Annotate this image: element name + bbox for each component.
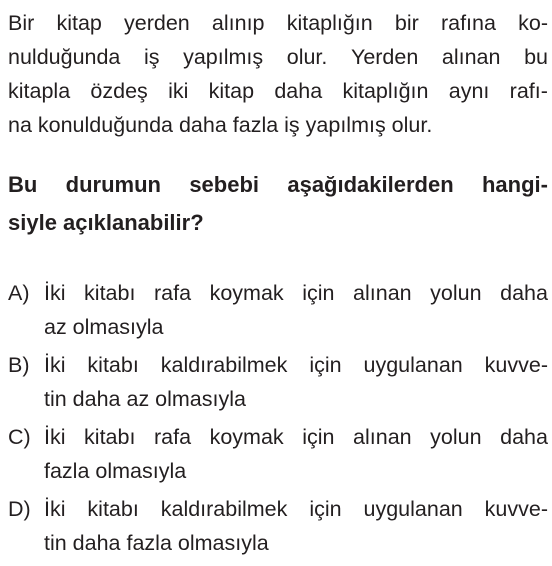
option-line: İki kitabı kaldırabilmek için uygulanan kuvve-	[44, 353, 548, 377]
option-text	[44, 348, 548, 416]
option-d[interactable]	[8, 492, 548, 564]
option-letter: C)	[8, 425, 31, 449]
passage-line: Bir kitap yerden alınıp kitaplığın bir rafına ko-	[8, 11, 548, 35]
question-passage	[8, 6, 548, 142]
option-text	[44, 492, 548, 560]
passage-line: nulduğunda iş yapılmış olur. Yerden alınan bu	[8, 45, 548, 69]
option-b[interactable]	[8, 348, 548, 420]
option-a[interactable]	[8, 276, 548, 348]
option-line: tin daha fazla olmasıyla	[44, 531, 269, 555]
option-line: İki kitabı kaldırabilmek için uygulanan kuvve-	[44, 497, 548, 521]
option-line: tin daha az olmasıyla	[44, 387, 246, 411]
option-line: İki kitabı rafa koymak için alınan yolun daha	[44, 425, 548, 449]
option-letter: A)	[8, 281, 30, 305]
option-line: İki kitabı rafa koymak için alınan yolun daha	[44, 281, 548, 305]
option-letter: B)	[8, 353, 30, 377]
option-line: az olmasıyla	[44, 315, 164, 339]
option-letter: D)	[8, 497, 31, 521]
stem-line: siyle açıklanabilir?	[8, 210, 204, 235]
question-stem	[8, 166, 548, 242]
option-text	[44, 276, 548, 344]
option-line: fazla olmasıyla	[44, 459, 187, 483]
passage-line: na konulduğunda daha fazla iş yapılmış olur.	[8, 113, 433, 137]
option-c[interactable]	[8, 420, 548, 492]
passage-line: kitapla özdeş iki kitap daha kitaplığın aynı rafı-	[8, 79, 548, 103]
option-text	[44, 420, 548, 488]
answer-options	[8, 276, 548, 564]
stem-line: Bu durumun sebebi aşağıdakilerden hangi-	[8, 172, 548, 197]
